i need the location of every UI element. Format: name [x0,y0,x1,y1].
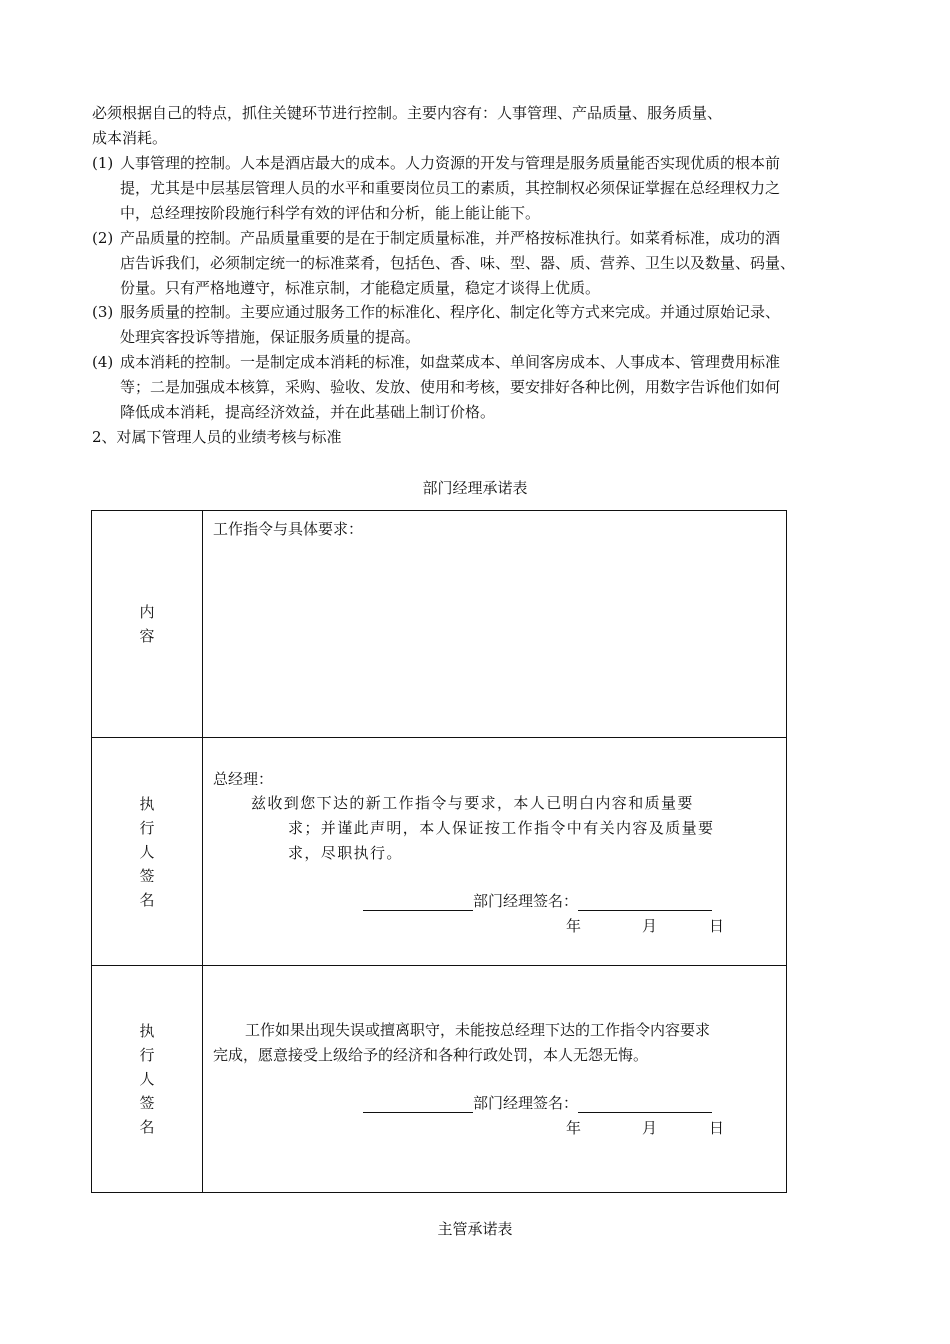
liability-line-2: 完成，愿意接受上级给予的经济和各种行政处罚，本人无怨无悔。 [213,1046,649,1064]
date-month: 月 [642,917,658,935]
liability-cell [203,966,787,1193]
signature-blank-right[interactable] [578,1096,712,1113]
signature-row [363,890,712,911]
table-row-signature [92,738,787,966]
addressee: 总经理： [213,770,274,788]
commitment-table [91,510,787,1193]
date-year: 年 [566,917,582,935]
signature-blank-left[interactable] [363,894,473,911]
signature-row [363,1092,712,1113]
commitment-line-2: 求；并谨此声明，本人保证按工作指令中有关内容及质量要 [288,819,715,837]
list-item-product-quality [92,226,882,301]
section-heading: 2、对属下管理人员的业绩考核与标准 [92,428,342,446]
list-item-cost [92,350,882,425]
item-line: 产品质量的控制。产品质量重要的是在于制定质量标准，并严格按标准执行。如菜肴标准，成功的酒 [120,229,781,247]
date-day: 日 [709,917,725,935]
liability-line-1: 工作如果出现失误或擅离职守，未能按总经理下达的工作指令内容要求 [245,1021,711,1039]
signature-blank-left[interactable] [363,1096,473,1113]
table-title-supervisor: 主管承诺表 [437,1220,513,1238]
item-line: 中，总经理按阶段施行科学有效的评估和分析，能上能让能下。 [120,204,541,222]
signature-label: 部门经理签名： [473,892,579,910]
instruction-label: 工作指令与具体要求： [213,520,364,538]
date-day: 日 [709,1119,725,1137]
row-label: 执 行 人 签 名 [92,966,203,1193]
date-month: 月 [642,1119,658,1137]
item-line: 等；二是加强成本核算，采购、验收、发放、使用和考核，要安排好各种比例，用数字告诉他们如何 [120,378,781,396]
item-line: 提，尤其是中层基层管理人员的水平和重要岗位员工的素质，其控制权必须保证掌握在总经理权力之 [120,179,781,197]
signature-blank-right[interactable] [578,894,712,911]
item-number: (1) [92,154,114,172]
item-number: (2) [92,229,114,247]
commitment-line-1: 兹收到您下达的新工作指令与要求，本人已明白内容和质量要 [251,794,694,812]
item-line: 降低成本消耗，提高经济效益，并在此基础上制订价格。 [120,403,496,421]
table-row-liability [92,966,787,1193]
item-line: 处理宾客投诉等措施，保证服务质量的提高。 [120,328,421,346]
item-line: 人事管理的控制。人本是酒店最大的成本。人力资源的开发与管理是服务质量能否实现优质的根本前 [120,154,781,172]
date-year: 年 [566,1119,582,1137]
item-line: 服务质量的控制。主要应通过服务工作的标准化、程序化、制定化等方式来完成。并通过原始记录、 [120,303,781,321]
item-number: (4) [92,353,114,371]
item-line: 份量。只有严格地遵守，标准京制，才能稳定质量，稳定才谈得上优质。 [120,279,601,297]
content-cell [203,511,787,738]
row-label: 内 容 [92,511,203,738]
table-row-content [92,511,787,738]
table-title-manager: 部门经理承诺表 [422,479,528,497]
item-number: (3) [92,303,114,321]
item-line: 成本消耗的控制。一是制定成本消耗的标准，如盘菜成本、单间客房成本、人事成本、管理费用标准 [120,353,781,371]
signature-cell [203,738,787,966]
list-item-personnel [92,151,882,226]
item-line: 店告诉我们，必须制定统一的标准菜肴，包括色、香、味、型、器、质、营养、卫生以及数量、码量、 [120,254,796,272]
intro-line-1: 必须根据自己的特点，抓住关键环节进行控制。主要内容有：人事管理、产品质量、服务质量、 [92,104,723,122]
intro-line-2: 成本消耗。 [92,129,168,147]
row-label: 执 行 人 签 名 [92,738,203,966]
list-item-service-quality [92,300,882,350]
signature-label: 部门经理签名： [473,1094,579,1112]
intro-paragraph [92,101,872,151]
commitment-line-3: 求，尽职执行。 [288,844,403,862]
